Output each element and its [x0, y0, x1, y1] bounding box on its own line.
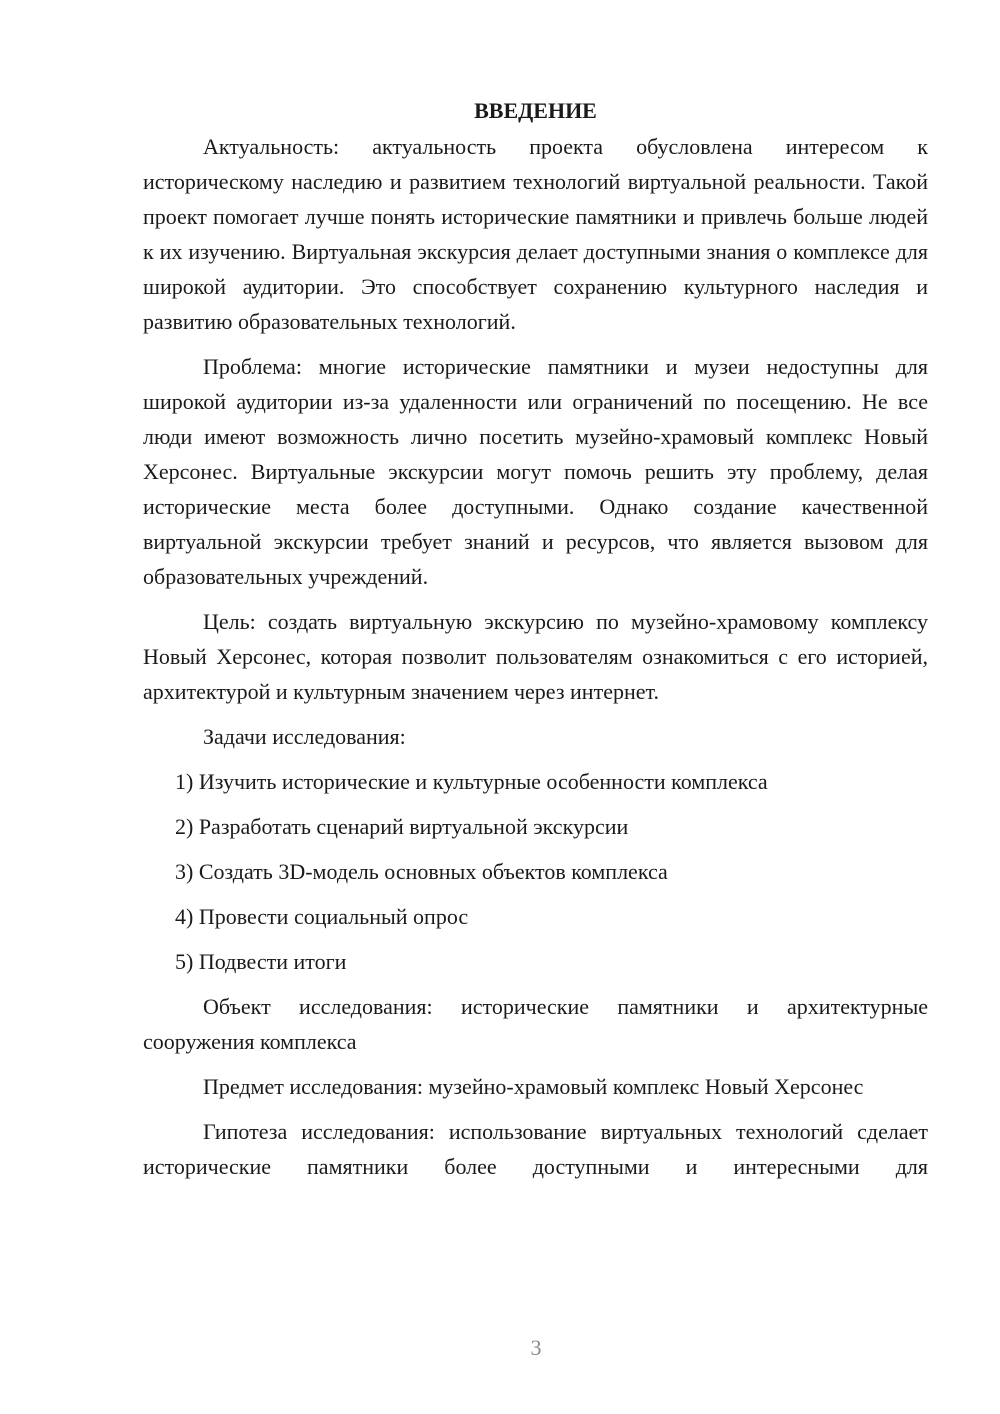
paragraph-subject: Предмет исследования: музейно-храмовый комплекс Новый Херсонес — [203, 1074, 864, 1099]
page-number: 3 — [530, 1335, 542, 1360]
paragraph-hypothesis: Гипотеза исследования: использование виртуальных технологий сделает исторические памятники более доступными и интересными для — [143, 1119, 928, 1179]
tasks-list — [143, 764, 928, 979]
paragraph-problem: Проблема: многие исторические памятники и музеи недоступны для широкой аудитории из-за удаленности или ограничений по посещению. Не все люди имеют возможность лично посетить музейно-храмовый комплекс Новый Херсонес. Виртуальные экскурсии могут помочь решить эту проблему, делая исторические места более доступными. Однако создание качественной виртуальной экскурсии требует знаний и ресурсов, что является вызовом для образовательных учреждений. — [143, 354, 928, 589]
paragraph-relevance: Актуальность: актуальность проекта обусловлена интересом к историческому наследию и развитием технологий виртуальной реальности. Такой проект помогает лучше понять исторические памятники и привлечь больше людей к их изучению. Виртуальная экскурсия делает доступными знания о комплексе для широкой аудитории. Это способствует сохранению культурного наследия и развитию образовательных технологий. — [143, 134, 928, 334]
task-item: 2) Разработать сценарий виртуальной экскурсии — [175, 814, 629, 839]
paragraph-goal: Цель: создать виртуальную экскурсию по музейно-храмовому комплексу Новый Херсонес, которая позволит пользователям ознакомиться с его историей, архитектурой и культурным значением через интернет. — [143, 609, 928, 704]
section-title: ВВЕДЕНИЕ — [474, 98, 597, 123]
document-page — [143, 93, 928, 1194]
task-item: 1) Изучить исторические и культурные особенности комплекса — [175, 769, 768, 794]
task-item: 4) Провести социальный опрос — [175, 904, 469, 929]
paragraph-object: Объект исследования: исторические памятники и архитектурные сооружения комплекса — [143, 994, 928, 1054]
task-item: 3) Создать 3D-модель основных объектов комплекса — [175, 859, 668, 884]
task-item: 5) Подвести итоги — [175, 949, 347, 974]
tasks-heading: Задачи исследования: — [203, 724, 406, 749]
